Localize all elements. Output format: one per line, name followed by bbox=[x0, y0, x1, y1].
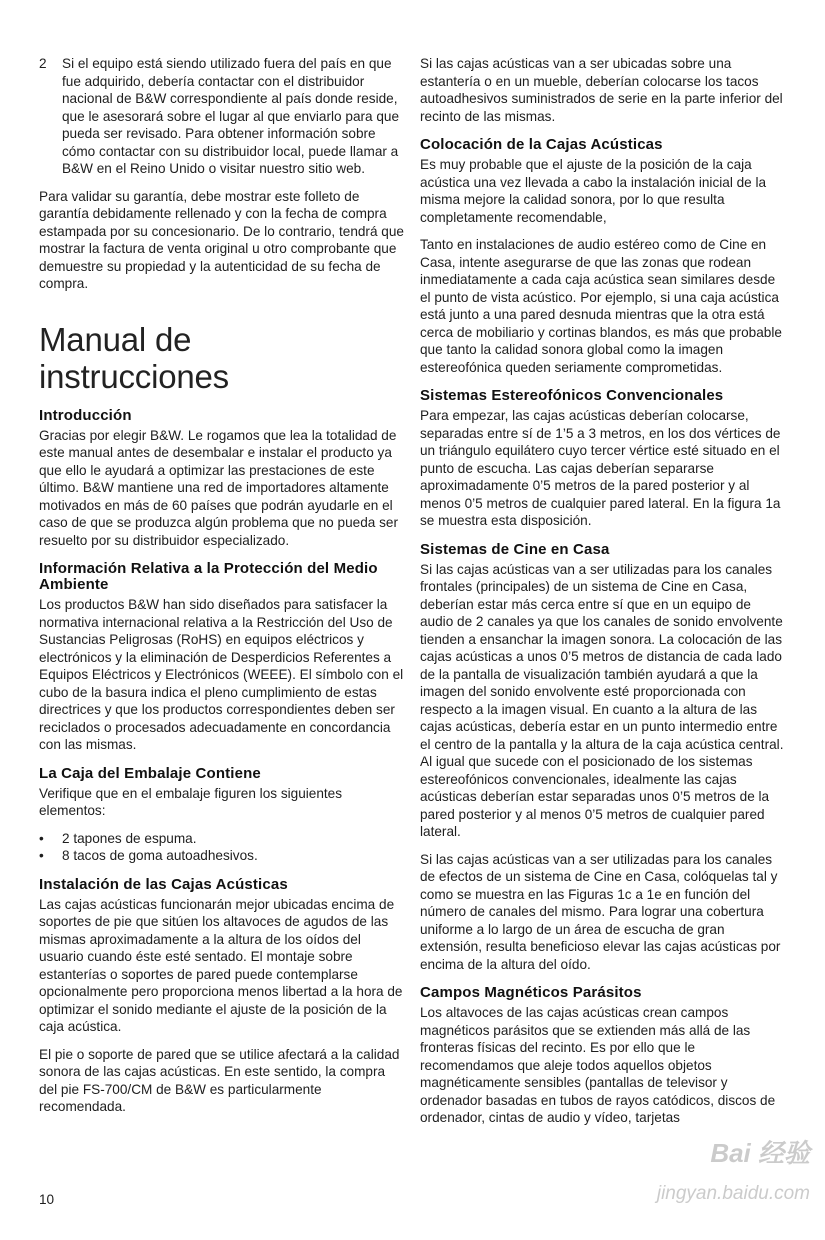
watermark-logo: Bai 经验 bbox=[710, 1138, 810, 1168]
manual-title-line2: instrucciones bbox=[39, 357, 229, 395]
home-cinema-paragraph-1: Si las cajas acústicas van a ser utilizadas para los canales frontales (principales) de un sistema de Cine en Casa, deberían estar más cerca entre sí que en un equipo de audio de 2 canales ya que los canales de sonido envolvente tienden a ensanchar la imagen sonora. La colocación de las cajas acústicas a unos 0’5 metros de distancia de cada lado de la pantalla de visualización también ayudará a que la imagen del sonido envolvente esté proporcionada con respecto a la imagen visual. En cuanto a la altura de las cajas acústicas, debería estar en un punto intermedio entre el centro de la pantalla y la altura de la caja acústica central. Al igual que sucede con el posicionado de los sistemas estereofónicos convencionales, idealmente las cajas acústicas deberían estar separadas unos 0’5 metros de la pared posterior y al menos 0’5 metros de cualquier pared lateral. bbox=[420, 561, 784, 839]
list-item bbox=[39, 830, 405, 848]
page-number: 10 bbox=[39, 1192, 55, 1207]
list-item-text: 8 tacos de goma autoadhesivos. bbox=[62, 848, 258, 863]
right-column bbox=[420, 55, 786, 1137]
installation-paragraph-1: Las cajas acústicas funcionarán mejor ubicadas encima de soportes de pie que sitúen los altavoces de agudos de las mismas aproximadamente a la altura de los oídos del usuario cuando éste esté sentado. El montaje sobre estanterías o soportes de pared puede contemplarse opcionalmente pero proporciona menos libertad a la hora de optimizar el sonido mediante el ajuste de la posición de la caja acústica. bbox=[39, 896, 403, 1034]
stereo-paragraph: Para empezar, las cajas acústicas deberían colocarse, separadas entre sí de 1’5 a 3 metros, en los dos vértices de un triángulo equilátero cuyo tercer vértice esté situado en el punto de escucha. Las cajas deberían separarse aproximadamente 0’5 metros de la pared posterior y al menos 0’5 metros de cualquier pared lateral. En la figura 1a se muestra esta disposición. bbox=[420, 408, 781, 528]
intro-paragraph: Gracias por elegir B&W. Le rogamos que lea la totalidad de este manual antes de desembalar e instalar el producto ya que ello le ayudará a optimizar las prestaciones de este último. B&W mantiene una red de importadores altamente motivados en más de 60 países que podrán ayudarle en el caso de que se produzca algún problema que no pueda ser resuelto por su distribuidor especializado. bbox=[39, 427, 398, 548]
manual-title bbox=[39, 321, 405, 395]
item-number: 2 bbox=[39, 56, 47, 71]
box-contents-list bbox=[39, 830, 405, 865]
magnetic-fields-heading: Campos Magnéticos Parásitos bbox=[420, 984, 642, 1001]
bullet-icon: • bbox=[39, 848, 44, 863]
watermark-url: jingyan.baidu.com bbox=[656, 1183, 810, 1204]
manual-title-line1: Manual de bbox=[39, 320, 192, 358]
list-item bbox=[39, 847, 405, 865]
bullet-icon: • bbox=[39, 830, 44, 846]
environment-paragraph: Los productos B&W han sido diseñados para satisfacer la normativa internacional relativa a la Restricción del Uso de Sustancias Peligrosas (RoHS) en equipos eléctricos y electrónicos y la eliminación de Desperdicios Referentes a Equipos Eléctricos y Electrónicos (WEEE). El símbolo con el cubo de la basura indica el pleno cumplimiento de estas directrices y que los productos correspondientes deben ser reciclados o procesados adecuadamente en concordancia con las mismas. bbox=[39, 597, 404, 752]
list-item-text: 2 tapones de espuma. bbox=[62, 830, 197, 846]
item-text: Si el equipo está siendo utilizado fuera del país en que fue adquirido, debería contactar con el distribuidor nacional de B&W correspondiente al país donde reside, que le asesorará sobre el lugar al que enviarlo para que pueda ser revisado. Para obtener información sobre cómo contactar con su distribuidor local, puede llamar a B&W en el Reino Unido o visitar nuestro sitio web. bbox=[62, 56, 400, 176]
intro-heading: Introducción bbox=[39, 406, 132, 424]
warranty-paragraph: Para validar su garantía, debe mostrar este folleto de garantía debidamente rellenado y con la fecha de compra estampada por su concesionario. De lo contrario, tendrá que mostrar la factura de venta original u otro comprobante que demuestre su propiedad y la autenticidad de su fecha de compra. bbox=[39, 188, 404, 291]
stereo-heading: Sistemas Estereofónicos Convencionales bbox=[420, 387, 724, 404]
placement-paragraph-1: Es muy probable que el ajuste de la posición de la caja acústica una vez llevada a cabo la instalación inicial de la misma mejore la calidad sonora, por lo que resulta completamente recomendable, bbox=[420, 157, 767, 225]
environment-heading: Información Relativa a la Protección del Medio Ambiente bbox=[39, 560, 378, 593]
numbered-item-2 bbox=[39, 55, 405, 178]
left-column bbox=[39, 55, 405, 1126]
installation-heading: Instalación de las Cajas Acústicas bbox=[39, 875, 288, 893]
box-contents-paragraph: Verifique que en el embalaje figuren los siguientes elementos: bbox=[39, 785, 343, 818]
installation-paragraph-2: El pie o soporte de pared que se utilice afectará a la calidad sonora de las cajas acústicas. En este sentido, la compra del pie FS-700/CM de B&W es particularmente recomendada. bbox=[39, 1046, 400, 1114]
placement-heading: Colocación de la Cajas Acústicas bbox=[420, 136, 663, 153]
watermark bbox=[590, 1138, 810, 1225]
home-cinema-heading: Sistemas de Cine en Casa bbox=[420, 540, 610, 558]
shelf-paragraph: Si las cajas acústicas van a ser ubicadas sobre una estantería o en un mueble, deberían colocarse los tacos autoadhesivos suministrados de serie en la parte inferior del recinto de las mismas. bbox=[420, 56, 783, 124]
home-cinema-paragraph-2: Si las cajas acústicas van a ser utilizadas para los canales de efectos de un sistema de Cine en Casa, colóquelas tal y como se muestra en las Figuras 1c a 1e en función del número de canales del mismo. Para lograr una cobertura uniforme a lo largo de un área de escucha de gran extensión, resulta beneficioso elevar las cajas acústicas por encima de la altura del oído. bbox=[420, 851, 781, 972]
placement-paragraph-2: Tanto en instalaciones de audio estéreo como de Cine en Casa, intente asegurarse de que las zonas que rodean inmediatamente a cada caja acústica sean similares desde el punto de vista acústico. Por ejemplo, si una caja acústica está junto a una pared desnuda mientras que la otra está cerca de mobiliario y cortinas blandos, es más que probable que tanto la calidad sonora global como la imagen estereofónica queden seriamente comprometidas. bbox=[420, 237, 782, 375]
magnetic-fields-paragraph: Los altavoces de las cajas acústicas crean campos magnéticos parásitos que se extienden más allá de las fronteras físicas del recinto. Es por ello que le recomendamos que aleje todos aquellos objetos magnéticamente sensibles (pantallas de televisor y ordenador basadas en tubos de rayos catódicos, discos de ordenador, cintas de audio y vídeo, tarjetas bbox=[420, 1005, 776, 1125]
box-contents-heading: La Caja del Embalaje Contiene bbox=[39, 764, 261, 782]
